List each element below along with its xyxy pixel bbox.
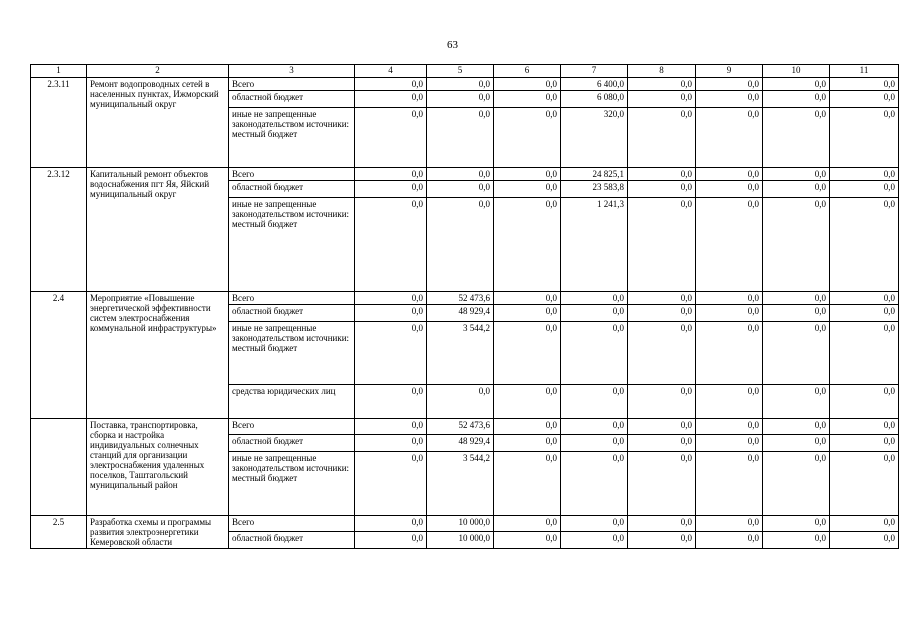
- column-header: 11: [830, 65, 899, 78]
- row-description: Капитальный ремонт объектов водоснабжения пгт Яя, Яйский муниципальный округ: [87, 168, 229, 292]
- funding-source-label: областной бюджет: [229, 305, 355, 322]
- funding-source-label: Всего: [229, 168, 355, 181]
- row-code: 2.3.11: [31, 78, 87, 168]
- row-description: Мероприятие «Повышение энергетической эффективности систем электроснабжения коммунальной инфраструктуры»: [87, 292, 229, 419]
- amount-cell: 0,0: [763, 516, 830, 532]
- amount-cell: 48 929,4: [427, 305, 494, 322]
- amount-cell: 0,0: [561, 292, 628, 305]
- amount-cell: 3 544,2: [427, 322, 494, 385]
- amount-cell: 52 473,6: [427, 292, 494, 305]
- amount-cell: 0,0: [494, 435, 561, 452]
- local-budget-label: местный бюджет: [232, 343, 298, 353]
- amount-cell: 0,0: [494, 168, 561, 181]
- amount-cell: 0,0: [355, 305, 427, 322]
- amount-cell: 48 929,4: [427, 435, 494, 452]
- funding-source-label: областной бюджет: [229, 181, 355, 198]
- page-number: 63: [447, 39, 458, 51]
- amount-cell: 0,0: [355, 516, 427, 532]
- amount-cell: 0,0: [561, 452, 628, 516]
- amount-cell: 0,0: [628, 168, 696, 181]
- amount-cell: 0,0: [763, 322, 830, 385]
- other-sources-label: иные не запрещенные законодательством источники:: [232, 109, 350, 129]
- amount-cell: 0,0: [696, 305, 763, 322]
- amount-cell: 0,0: [355, 385, 427, 419]
- row-code: 2.3.12: [31, 168, 87, 292]
- amount-cell: 0,0: [830, 108, 899, 168]
- amount-cell: 0,0: [427, 91, 494, 108]
- budget-table: [30, 64, 899, 549]
- funding-source-label: средства юридических лиц: [229, 385, 355, 419]
- amount-cell: 0,0: [696, 435, 763, 452]
- amount-cell: 0,0: [628, 516, 696, 532]
- amount-cell: 0,0: [561, 516, 628, 532]
- column-header: 10: [763, 65, 830, 78]
- amount-cell: 0,0: [628, 385, 696, 419]
- amount-cell: 0,0: [763, 78, 830, 91]
- row-code: [31, 419, 87, 516]
- amount-cell: 0,0: [427, 385, 494, 419]
- amount-cell: 0,0: [696, 108, 763, 168]
- amount-cell: 0,0: [763, 385, 830, 419]
- amount-cell: 0,0: [494, 181, 561, 198]
- other-sources-label: иные не запрещенные законодательством источники:: [232, 453, 350, 473]
- column-header: 3: [229, 65, 355, 78]
- amount-cell: 0,0: [355, 452, 427, 516]
- amount-cell: 0,0: [561, 435, 628, 452]
- amount-cell: 0,0: [628, 198, 696, 292]
- amount-cell: 0,0: [763, 532, 830, 549]
- amount-cell: 0,0: [763, 452, 830, 516]
- amount-cell: 0,0: [696, 292, 763, 305]
- funding-source-label: Всего: [229, 516, 355, 532]
- amount-cell: 0,0: [494, 322, 561, 385]
- amount-cell: 0,0: [628, 435, 696, 452]
- amount-cell: 0,0: [763, 181, 830, 198]
- row-code: 2.5: [31, 516, 87, 549]
- amount-cell: 24 825,1: [561, 168, 628, 181]
- row-code: 2.4: [31, 292, 87, 419]
- amount-cell: 0,0: [494, 516, 561, 532]
- other-sources-label: иные не запрещенные законодательством источники:: [232, 199, 350, 219]
- amount-cell: 0,0: [355, 419, 427, 435]
- amount-cell: 0,0: [561, 385, 628, 419]
- amount-cell: 0,0: [696, 168, 763, 181]
- amount-cell: 0,0: [696, 516, 763, 532]
- amount-cell: 320,0: [561, 108, 628, 168]
- amount-cell: 0,0: [628, 292, 696, 305]
- other-sources-label: иные не запрещенные законодательством источники:: [232, 323, 350, 343]
- amount-cell: 10 000,0: [427, 532, 494, 549]
- amount-cell: 0,0: [494, 91, 561, 108]
- local-budget-label: местный бюджет: [232, 473, 298, 483]
- amount-cell: 0,0: [355, 292, 427, 305]
- amount-cell: 0,0: [696, 198, 763, 292]
- amount-cell: 0,0: [494, 419, 561, 435]
- amount-cell: 0,0: [830, 322, 899, 385]
- amount-cell: 0,0: [763, 419, 830, 435]
- amount-cell: 0,0: [561, 322, 628, 385]
- column-header: 4: [355, 65, 427, 78]
- amount-cell: 0,0: [628, 108, 696, 168]
- amount-cell: 0,0: [494, 292, 561, 305]
- amount-cell: 0,0: [494, 385, 561, 419]
- amount-cell: 0,0: [696, 78, 763, 91]
- amount-cell: 0,0: [427, 108, 494, 168]
- local-budget-label: местный бюджет: [232, 129, 298, 139]
- column-header: 5: [427, 65, 494, 78]
- table-row: [31, 168, 899, 181]
- table-row: [31, 419, 899, 435]
- amount-cell: 0,0: [355, 78, 427, 91]
- amount-cell: 0,0: [355, 435, 427, 452]
- amount-cell: 0,0: [830, 452, 899, 516]
- amount-cell: 0,0: [696, 385, 763, 419]
- amount-cell: 0,0: [628, 91, 696, 108]
- amount-cell: 0,0: [561, 305, 628, 322]
- amount-cell: 0,0: [830, 292, 899, 305]
- funding-source-label: областной бюджет: [229, 91, 355, 108]
- column-header-row: [31, 65, 899, 78]
- amount-cell: 52 473,6: [427, 419, 494, 435]
- amount-cell: 0,0: [355, 91, 427, 108]
- amount-cell: 0,0: [763, 168, 830, 181]
- column-header: 1: [31, 65, 87, 78]
- column-header: 9: [696, 65, 763, 78]
- funding-source-label: областной бюджет: [229, 435, 355, 452]
- column-header: 6: [494, 65, 561, 78]
- amount-cell: 0,0: [696, 322, 763, 385]
- amount-cell: 0,0: [355, 322, 427, 385]
- amount-cell: 0,0: [427, 181, 494, 198]
- amount-cell: 0,0: [763, 91, 830, 108]
- amount-cell: 23 583,8: [561, 181, 628, 198]
- amount-cell: 0,0: [696, 452, 763, 516]
- funding-source-label: Всего: [229, 78, 355, 91]
- funding-source-label: Всего: [229, 292, 355, 305]
- row-description: Поставка, транспортировка, сборка и настройка индивидуальных солнечных станций для организации электроснабжения удаленных поселков, Таштагольский муниципальный район: [87, 419, 229, 516]
- funding-source-label: [229, 108, 355, 168]
- amount-cell: 0,0: [427, 78, 494, 91]
- amount-cell: 0,0: [763, 198, 830, 292]
- table-row: [31, 516, 899, 532]
- amount-cell: 10 000,0: [427, 516, 494, 532]
- column-header: 8: [628, 65, 696, 78]
- amount-cell: 0,0: [830, 198, 899, 292]
- amount-cell: 0,0: [763, 292, 830, 305]
- amount-cell: 0,0: [628, 452, 696, 516]
- row-description: Ремонт водопроводных сетей в населенных пунктах, Ижморский муниципальный округ: [87, 78, 229, 168]
- amount-cell: 0,0: [628, 322, 696, 385]
- amount-cell: 0,0: [628, 181, 696, 198]
- amount-cell: 0,0: [696, 181, 763, 198]
- amount-cell: 0,0: [696, 532, 763, 549]
- amount-cell: 6 080,0: [561, 91, 628, 108]
- amount-cell: 0,0: [427, 168, 494, 181]
- amount-cell: 0,0: [830, 435, 899, 452]
- amount-cell: 0,0: [355, 532, 427, 549]
- row-description: Разработка схемы и программы развития электроэнергетики Кемеровской области: [87, 516, 229, 549]
- funding-source-label: [229, 452, 355, 516]
- amount-cell: 0,0: [628, 305, 696, 322]
- amount-cell: 0,0: [830, 91, 899, 108]
- amount-cell: 3 544,2: [427, 452, 494, 516]
- table-row: [31, 78, 899, 91]
- amount-cell: 0,0: [494, 78, 561, 91]
- amount-cell: 0,0: [561, 419, 628, 435]
- local-budget-label: местный бюджет: [232, 219, 298, 229]
- amount-cell: 0,0: [830, 419, 899, 435]
- amount-cell: 0,0: [830, 532, 899, 549]
- amount-cell: 0,0: [628, 419, 696, 435]
- amount-cell: 0,0: [494, 452, 561, 516]
- amount-cell: 0,0: [763, 435, 830, 452]
- amount-cell: 0,0: [561, 532, 628, 549]
- amount-cell: 0,0: [494, 532, 561, 549]
- amount-cell: 0,0: [830, 78, 899, 91]
- column-header: 2: [87, 65, 229, 78]
- amount-cell: 0,0: [494, 198, 561, 292]
- amount-cell: 0,0: [427, 198, 494, 292]
- funding-source-label: областной бюджет: [229, 532, 355, 549]
- amount-cell: 0,0: [830, 181, 899, 198]
- amount-cell: 6 400,0: [561, 78, 628, 91]
- funding-source-label: [229, 322, 355, 385]
- amount-cell: 0,0: [355, 181, 427, 198]
- amount-cell: 0,0: [763, 305, 830, 322]
- amount-cell: 0,0: [830, 385, 899, 419]
- funding-source-label: Всего: [229, 419, 355, 435]
- amount-cell: 0,0: [628, 532, 696, 549]
- amount-cell: 0,0: [830, 516, 899, 532]
- amount-cell: 0,0: [494, 108, 561, 168]
- funding-source-label: [229, 198, 355, 292]
- amount-cell: 0,0: [830, 168, 899, 181]
- amount-cell: 0,0: [696, 91, 763, 108]
- amount-cell: 0,0: [355, 168, 427, 181]
- amount-cell: 0,0: [494, 305, 561, 322]
- amount-cell: 0,0: [696, 419, 763, 435]
- amount-cell: 1 241,3: [561, 198, 628, 292]
- amount-cell: 0,0: [763, 108, 830, 168]
- amount-cell: 0,0: [830, 305, 899, 322]
- amount-cell: 0,0: [628, 78, 696, 91]
- amount-cell: 0,0: [355, 108, 427, 168]
- table-row: [31, 292, 899, 305]
- column-header: 7: [561, 65, 628, 78]
- amount-cell: 0,0: [355, 198, 427, 292]
